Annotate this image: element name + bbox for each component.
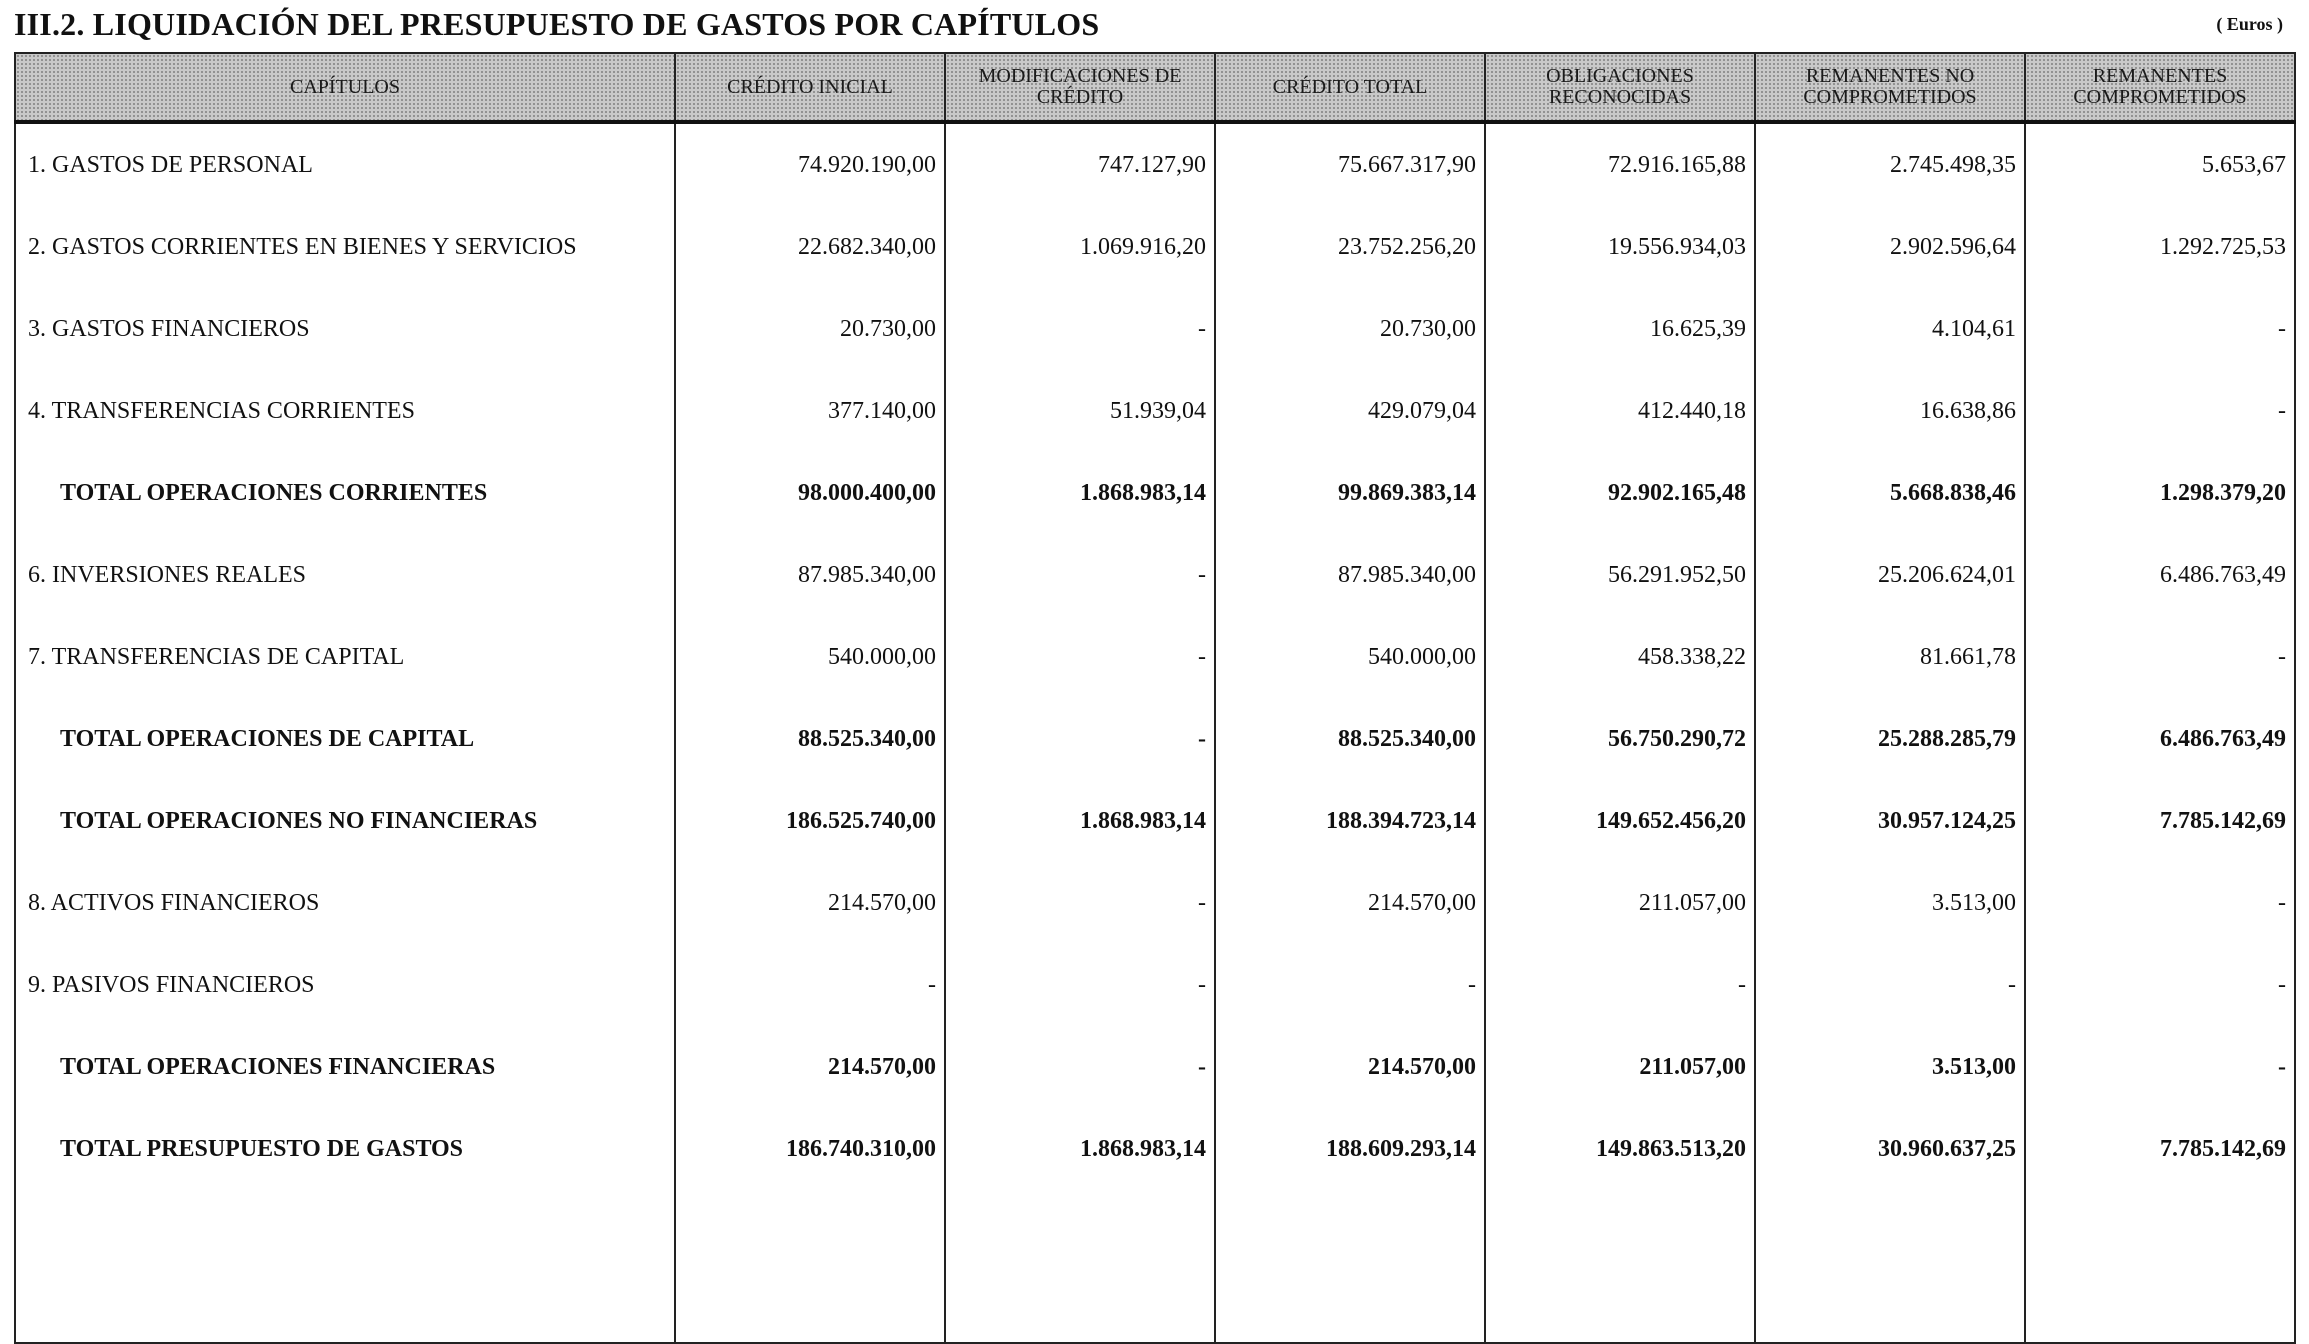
cell-credito-inicial: 214.570,00 (675, 1026, 945, 1108)
total-row (15, 1026, 2295, 1108)
cell-obligaciones: 16.625,39 (1485, 288, 1755, 370)
cell-remanentes-comprometidos: 6.486.763,49 (2025, 534, 2295, 616)
cell-remanentes-no-comprometidos: 16.638,86 (1755, 370, 2025, 452)
cell-capitulo: 6. INVERSIONES REALES (15, 534, 675, 616)
cell-modificaciones: 1.868.983,14 (945, 780, 1215, 862)
column-header-remanentes-no-comprometidos: REMANENTES NO COMPROMETIDOS (1755, 53, 2025, 122)
cell-obligaciones: 412.440,18 (1485, 370, 1755, 452)
cell-credito-total: 214.570,00 (1215, 1026, 1485, 1108)
cell-credito-inicial: 20.730,00 (675, 288, 945, 370)
cell-remanentes-comprometidos: - (2025, 944, 2295, 1026)
cell-remanentes-no-comprometidos: 5.668.838,46 (1755, 452, 2025, 534)
cell-credito-total: 540.000,00 (1215, 616, 1485, 698)
table-header (15, 53, 2295, 122)
cell-obligaciones: 19.556.934,03 (1485, 206, 1755, 288)
cell-credito-total: 99.869.383,14 (1215, 452, 1485, 534)
cell-modificaciones: 51.939,04 (945, 370, 1215, 452)
cell-capitulo: TOTAL PRESUPUESTO DE GASTOS (15, 1108, 675, 1190)
cell-capitulo: 3. GASTOS FINANCIEROS (15, 288, 675, 370)
cell-remanentes-comprometidos: 5.653,67 (2025, 122, 2295, 206)
cell-modificaciones: 1.868.983,14 (945, 1108, 1215, 1190)
header-row (15, 53, 2295, 122)
cell-obligaciones: - (1485, 944, 1755, 1026)
cell-capitulo: TOTAL OPERACIONES CORRIENTES (15, 452, 675, 534)
cell-credito-total: - (1215, 944, 1485, 1026)
cell-remanentes-no-comprometidos: 2.902.596,64 (1755, 206, 2025, 288)
cell-capitulo: 9. PASIVOS FINANCIEROS (15, 944, 675, 1026)
cell-credito-inicial: - (675, 944, 945, 1026)
cell-modificaciones: - (945, 534, 1215, 616)
cell-modificaciones: - (945, 288, 1215, 370)
cell-obligaciones: 56.750.290,72 (1485, 698, 1755, 780)
empty-cell (675, 1190, 945, 1343)
cell-credito-total: 87.985.340,00 (1215, 534, 1485, 616)
cell-capitulo: TOTAL OPERACIONES FINANCIERAS (15, 1026, 675, 1108)
empty-cell (15, 1190, 675, 1343)
cell-obligaciones: 458.338,22 (1485, 616, 1755, 698)
cell-credito-total: 20.730,00 (1215, 288, 1485, 370)
page-title: III.2. LIQUIDACIÓN DEL PRESUPUESTO DE GASTOS POR CAPÍTULOS (14, 6, 1100, 42)
cell-modificaciones: 1.868.983,14 (945, 452, 1215, 534)
total-row (15, 780, 2295, 862)
cell-remanentes-no-comprometidos: 25.288.285,79 (1755, 698, 2025, 780)
cell-credito-total: 188.609.293,14 (1215, 1108, 1485, 1190)
column-header-remanentes-comprometidos: REMANENTES COMPROMETIDOS (2025, 53, 2295, 122)
column-header-capitulos: CAPÍTULOS (15, 53, 675, 122)
table-row (15, 288, 2295, 370)
cell-capitulo: TOTAL OPERACIONES NO FINANCIERAS (15, 780, 675, 862)
cell-credito-inicial: 186.525.740,00 (675, 780, 945, 862)
budget-table (14, 52, 2296, 1344)
cell-capitulo: 8. ACTIVOS FINANCIEROS (15, 862, 675, 944)
cell-credito-inicial: 377.140,00 (675, 370, 945, 452)
cell-credito-inicial: 98.000.400,00 (675, 452, 945, 534)
total-row (15, 1108, 2295, 1190)
cell-remanentes-no-comprometidos: 30.957.124,25 (1755, 780, 2025, 862)
cell-modificaciones: - (945, 944, 1215, 1026)
column-header-modificaciones: MODIFICACIONES DE CRÉDITO (945, 53, 1215, 122)
total-row (15, 698, 2295, 780)
cell-obligaciones: 211.057,00 (1485, 1026, 1755, 1108)
cell-modificaciones: - (945, 862, 1215, 944)
cell-remanentes-no-comprometidos: - (1755, 944, 2025, 1026)
cell-remanentes-comprometidos: - (2025, 288, 2295, 370)
cell-obligaciones: 56.291.952,50 (1485, 534, 1755, 616)
column-header-credito-inicial: CRÉDITO INICIAL (675, 53, 945, 122)
cell-modificaciones: - (945, 616, 1215, 698)
column-header-credito-total: CRÉDITO TOTAL (1215, 53, 1485, 122)
cell-capitulo: TOTAL OPERACIONES DE CAPITAL (15, 698, 675, 780)
cell-credito-total: 188.394.723,14 (1215, 780, 1485, 862)
empty-cell (1485, 1190, 1755, 1343)
table-row (15, 122, 2295, 206)
table-row (15, 206, 2295, 288)
cell-credito-inicial: 540.000,00 (675, 616, 945, 698)
cell-remanentes-comprometidos: 7.785.142,69 (2025, 780, 2295, 862)
cell-remanentes-no-comprometidos: 30.960.637,25 (1755, 1108, 2025, 1190)
cell-modificaciones: - (945, 1026, 1215, 1108)
cell-remanentes-comprometidos: - (2025, 370, 2295, 452)
cell-credito-inicial: 186.740.310,00 (675, 1108, 945, 1190)
cell-credito-inicial: 74.920.190,00 (675, 122, 945, 206)
cell-capitulo: 1. GASTOS DE PERSONAL (15, 122, 675, 206)
cell-remanentes-no-comprometidos: 81.661,78 (1755, 616, 2025, 698)
cell-capitulo: 2. GASTOS CORRIENTES EN BIENES Y SERVICIOS (15, 206, 675, 288)
empty-cell (2025, 1190, 2295, 1343)
cell-remanentes-comprometidos: 7.785.142,69 (2025, 1108, 2295, 1190)
cell-credito-inicial: 87.985.340,00 (675, 534, 945, 616)
cell-obligaciones: 92.902.165,48 (1485, 452, 1755, 534)
cell-remanentes-comprometidos: - (2025, 862, 2295, 944)
cell-capitulo: 4. TRANSFERENCIAS CORRIENTES (15, 370, 675, 452)
column-header-obligaciones: OBLIGACIONES RECONOCIDAS (1485, 53, 1755, 122)
cell-obligaciones: 211.057,00 (1485, 862, 1755, 944)
cell-credito-inicial: 88.525.340,00 (675, 698, 945, 780)
cell-credito-total: 23.752.256,20 (1215, 206, 1485, 288)
cell-credito-total: 214.570,00 (1215, 862, 1485, 944)
table-row (15, 862, 2295, 944)
cell-obligaciones: 72.916.165,88 (1485, 122, 1755, 206)
cell-remanentes-comprometidos: 6.486.763,49 (2025, 698, 2295, 780)
cell-remanentes-comprometidos: - (2025, 616, 2295, 698)
cell-obligaciones: 149.863.513,20 (1485, 1108, 1755, 1190)
cell-remanentes-no-comprometidos: 3.513,00 (1755, 862, 2025, 944)
table-row (15, 534, 2295, 616)
cell-modificaciones: 747.127,90 (945, 122, 1215, 206)
table-row (15, 370, 2295, 452)
cell-remanentes-no-comprometidos: 3.513,00 (1755, 1026, 2025, 1108)
empty-cell (945, 1190, 1215, 1343)
table-row (15, 616, 2295, 698)
cell-remanentes-no-comprometidos: 2.745.498,35 (1755, 122, 2025, 206)
total-row (15, 452, 2295, 534)
cell-remanentes-no-comprometidos: 25.206.624,01 (1755, 534, 2025, 616)
cell-remanentes-no-comprometidos: 4.104,61 (1755, 288, 2025, 370)
cell-credito-inicial: 214.570,00 (675, 862, 945, 944)
table-body (15, 122, 2295, 1343)
cell-credito-total: 75.667.317,90 (1215, 122, 1485, 206)
filler-row (15, 1190, 2295, 1343)
table-row (15, 944, 2295, 1026)
cell-credito-inicial: 22.682.340,00 (675, 206, 945, 288)
cell-remanentes-comprometidos: 1.298.379,20 (2025, 452, 2295, 534)
cell-remanentes-comprometidos: 1.292.725,53 (2025, 206, 2295, 288)
cell-remanentes-comprometidos: - (2025, 1026, 2295, 1108)
cell-obligaciones: 149.652.456,20 (1485, 780, 1755, 862)
cell-modificaciones: - (945, 698, 1215, 780)
empty-cell (1215, 1190, 1485, 1343)
cell-credito-total: 429.079,04 (1215, 370, 1485, 452)
cell-capitulo: 7. TRANSFERENCIAS DE CAPITAL (15, 616, 675, 698)
empty-cell (1755, 1190, 2025, 1343)
cell-credito-total: 88.525.340,00 (1215, 698, 1485, 780)
cell-modificaciones: 1.069.916,20 (945, 206, 1215, 288)
units-note: ( Euros ) (2216, 14, 2283, 34)
